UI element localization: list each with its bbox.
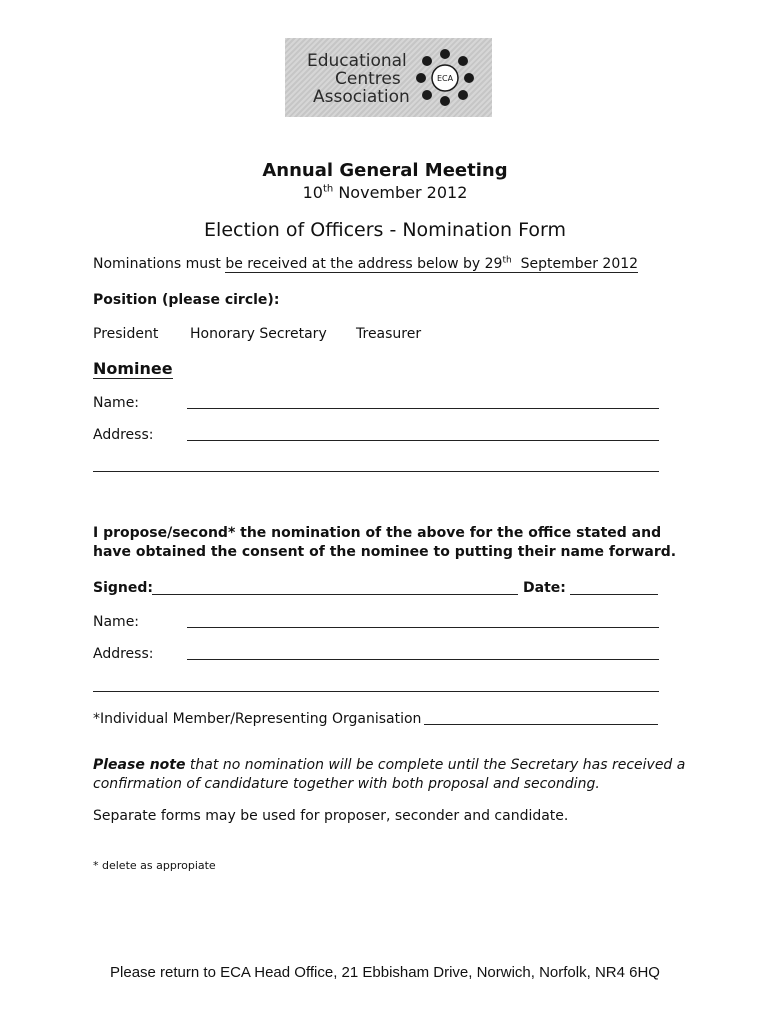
- form-title: Election of Officers - Nomination Form: [204, 219, 566, 241]
- deadline-text: be received at the address below by 29: [225, 256, 503, 272]
- nominee-address-field-1[interactable]: [187, 440, 659, 441]
- date-suffix: th: [322, 183, 334, 195]
- deadline-suffix: September 2012: [511, 256, 639, 272]
- note-line-1: [93, 757, 685, 773]
- proposer-address-field-1[interactable]: [187, 659, 659, 660]
- position-option-treasurer[interactable]: Treasurer: [356, 326, 422, 342]
- nominee-address-field-2[interactable]: [93, 471, 659, 472]
- position-heading: Position (please circle):: [93, 292, 280, 308]
- proposer-address-label: Address:: [93, 646, 154, 662]
- proposer-name-field[interactable]: [187, 627, 659, 628]
- separate-forms-text: Separate forms may be used for proposer, seconder and candidate.: [93, 808, 569, 824]
- nominee-address-label: Address:: [93, 427, 154, 443]
- nomination-deadline: [93, 256, 638, 272]
- organisation-field[interactable]: [424, 724, 658, 725]
- logo-line-2: Centres: [335, 69, 401, 89]
- signed-label: Signed:: [93, 580, 153, 596]
- logo-badge: ECA: [436, 74, 454, 83]
- eca-logo: [285, 38, 492, 117]
- proposer-address-field-2[interactable]: [93, 691, 659, 692]
- people-circle-icon: [405, 46, 485, 108]
- date-label: Date:: [523, 580, 566, 596]
- position-option-president[interactable]: President: [93, 326, 159, 342]
- note-bold: Please note: [93, 757, 186, 773]
- declaration-line-1: I propose/second* the nomination of the above for the office stated and: [93, 525, 662, 541]
- footnote: * delete as appropiate: [93, 859, 216, 872]
- nominee-name-field[interactable]: [187, 408, 659, 409]
- nominee-name-label: Name:: [93, 395, 140, 411]
- position-option-secretary[interactable]: Honorary Secretary: [190, 326, 327, 342]
- logo-line-1: Educational: [307, 51, 407, 71]
- deadline-underlined: [225, 256, 638, 273]
- logo-line-3: Association: [313, 87, 410, 107]
- date-day: 10: [302, 183, 323, 202]
- proposer-name-label: Name:: [93, 614, 140, 630]
- deadline-prefix: Nominations must: [93, 256, 226, 272]
- note-line-2: confirmation of candidature together with both proposal and seconding.: [93, 776, 600, 792]
- meeting-date: [0, 183, 770, 202]
- organisation-label: *Individual Member/Representing Organisation: [93, 711, 422, 727]
- meeting-title: Annual General Meeting: [262, 160, 508, 181]
- return-address: Please return to ECA Head Office, 21 Ebbisham Drive, Norwich, Norfolk, NR4 6HQ: [110, 964, 660, 981]
- declaration-line-2: have obtained the consent of the nominee to putting their name forward.: [93, 544, 677, 560]
- deadline-sup: th: [502, 255, 512, 266]
- nominee-heading: Nominee: [93, 359, 173, 378]
- signature-field[interactable]: [152, 594, 518, 595]
- date-field[interactable]: [570, 594, 658, 595]
- note-rest: that no nomination will be complete until the Secretary has received a: [185, 757, 686, 773]
- date-rest: November 2012: [333, 183, 468, 202]
